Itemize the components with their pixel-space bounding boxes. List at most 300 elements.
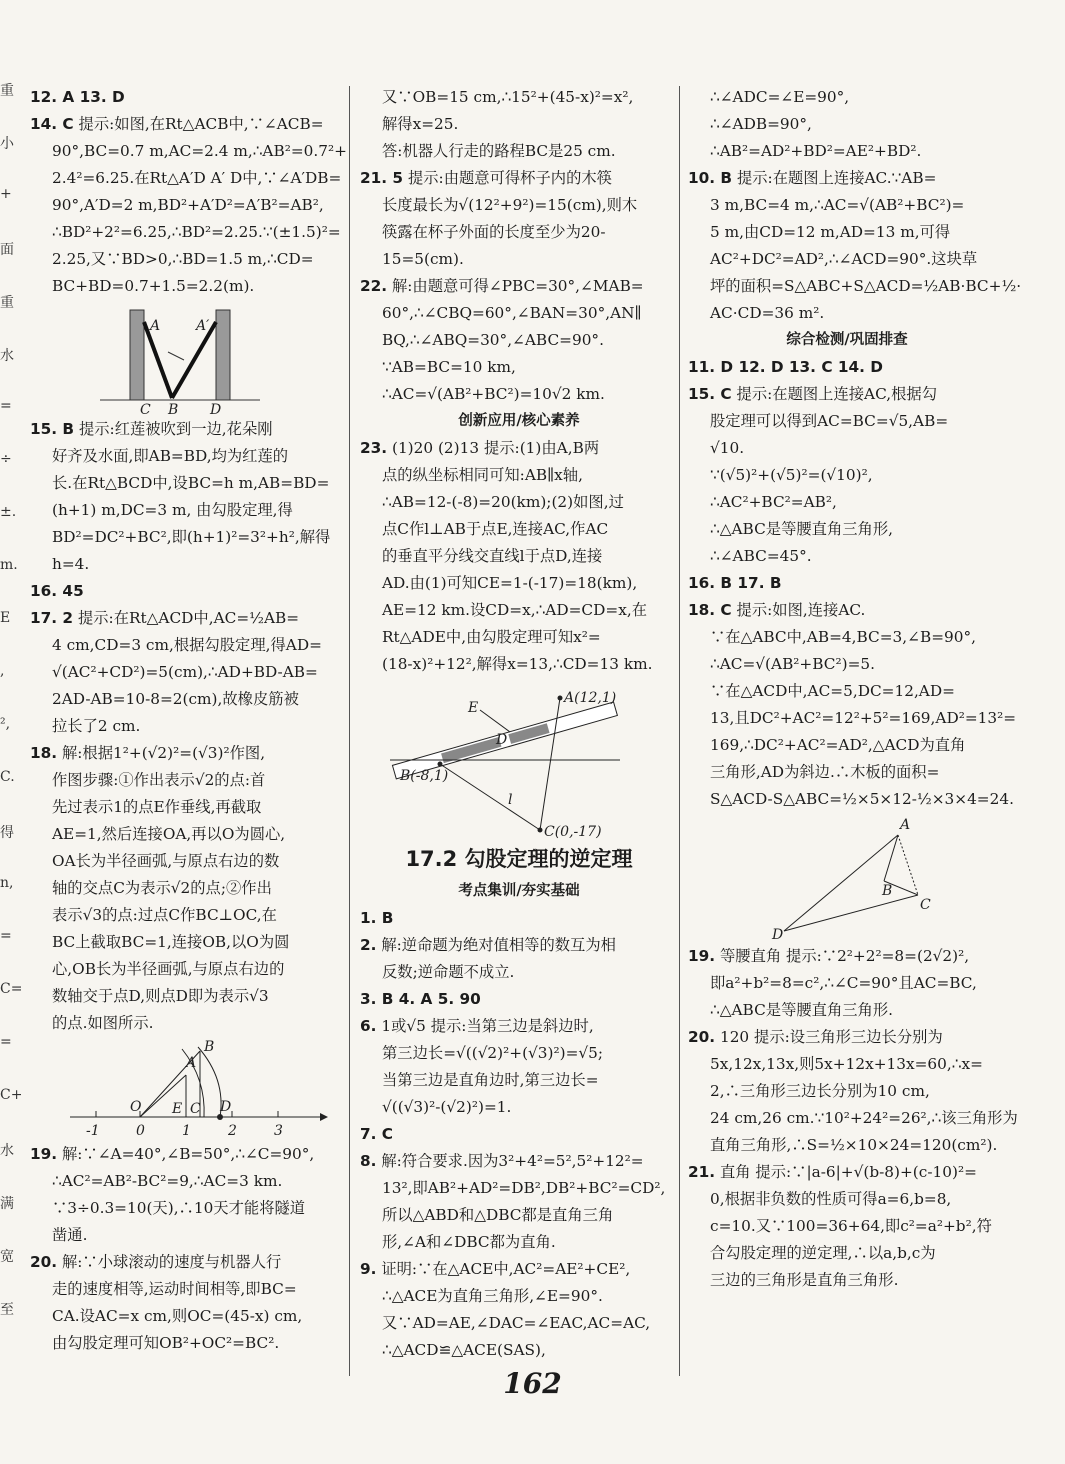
answer-text: 提示:由题意可得杯子内的木筷 bbox=[403, 169, 612, 187]
answer-text: 提示:红莲被吹到一边,花朵刚 bbox=[74, 420, 273, 438]
edge-char: C= bbox=[0, 981, 23, 997]
answer-line bbox=[688, 678, 1006, 705]
answer-text: S△ACD-S△ABC=½×5×12-½×3×4=24. bbox=[710, 790, 1014, 808]
answer-text: 作图步骤:①作出表示√2的点:首 bbox=[52, 771, 266, 789]
answer-line bbox=[30, 192, 342, 219]
answer-column-1 bbox=[30, 84, 347, 1357]
figure-label: 2 bbox=[228, 1123, 237, 1139]
answer-line bbox=[30, 416, 342, 443]
question-number: 16. B 17. B bbox=[688, 574, 782, 592]
answer-text: 2.4²=6.25.在Rt△A′D A′ D中,∵∠A′DB= bbox=[52, 169, 342, 187]
answer-line bbox=[688, 1132, 1006, 1159]
edge-char: E bbox=[0, 610, 11, 626]
figure-label: D bbox=[210, 402, 222, 418]
figure-label: D bbox=[220, 1099, 232, 1115]
column-divider bbox=[679, 86, 680, 1376]
question-number: 19. bbox=[688, 947, 716, 965]
answer-text: ∴AC=√(AB²+BC²)=5. bbox=[710, 655, 875, 673]
answer-line bbox=[30, 1249, 342, 1276]
question-number: 1. B bbox=[360, 909, 394, 927]
answer-line bbox=[30, 1195, 342, 1222]
answer-line bbox=[30, 111, 342, 138]
figure-label: A bbox=[186, 1055, 197, 1071]
answer-line bbox=[360, 327, 678, 354]
question-number: 16. 45 bbox=[30, 582, 84, 600]
answer-text: √(AC²+CD²)=5(cm),∴AD+BD-AB= bbox=[52, 663, 318, 681]
answer-text: ∴AC²=AB²-BC²=9,∴AC=3 km. bbox=[52, 1172, 283, 1190]
question-number: 12. A 13. D bbox=[30, 88, 125, 106]
answer-text: 解:根据1²+(√2)²=(√3)²作图, bbox=[57, 744, 266, 762]
answer-line bbox=[360, 219, 678, 246]
answer-line bbox=[360, 435, 678, 462]
edge-char: ±. bbox=[0, 504, 17, 520]
answer-line bbox=[688, 943, 1006, 970]
answer-line bbox=[360, 624, 678, 651]
answer-line bbox=[688, 138, 1006, 165]
answer-text: 答:机器人行走的路程BC是25 cm. bbox=[382, 142, 616, 160]
answer-text: 13²,即AB²+AD²=DB²,DB²+BC²=CD², bbox=[382, 1179, 666, 1197]
ladder-figure bbox=[30, 302, 250, 418]
figure-label: l bbox=[508, 792, 513, 808]
answer-line bbox=[688, 651, 1006, 678]
answer-line bbox=[360, 986, 678, 1013]
answer-line bbox=[30, 443, 342, 470]
answer-text: √10. bbox=[710, 439, 745, 457]
answer-line bbox=[30, 1303, 342, 1330]
answer-text: OA长为半径画弧,与原点右边的数 bbox=[52, 852, 280, 870]
answer-line bbox=[30, 848, 342, 875]
answer-line bbox=[688, 759, 1006, 786]
answer-text: ∴△ACE为直角三角形,∠E=90°. bbox=[382, 1287, 603, 1305]
edge-char: 至 bbox=[0, 1302, 14, 1318]
answer-text: 好齐及水面,即AB=BD,均为红莲的 bbox=[52, 447, 289, 465]
edge-char: + bbox=[0, 186, 12, 202]
answer-text: (h+1) m,DC=3 m, 由勾股定理,得 bbox=[52, 501, 293, 519]
section-heading: 考点集训/夯实基础 bbox=[458, 883, 580, 899]
answer-text: 24 cm,26 cm.∵10²+24²=26²,∴该三角形为 bbox=[710, 1109, 1018, 1127]
answer-line bbox=[360, 959, 678, 986]
question-number: 3. B 4. A 5. 90 bbox=[360, 990, 481, 1008]
answer-line bbox=[30, 767, 342, 794]
question-number: 19. bbox=[30, 1145, 58, 1163]
figure-label: A bbox=[150, 318, 161, 334]
answer-text: 点C作l⊥AB于点E,连接AC,作AC bbox=[382, 520, 609, 538]
figure-label: 1 bbox=[182, 1123, 191, 1139]
answer-text: AC²+DC²=AD²,∴∠ACD=90°.这块草 bbox=[710, 250, 978, 268]
answer-line bbox=[30, 1010, 342, 1037]
answer-text: 三角形,AD为斜边.∴木板的面积= bbox=[710, 763, 940, 781]
answer-line bbox=[30, 551, 342, 578]
answer-text: AC·CD=36 m². bbox=[710, 304, 825, 322]
figure-label: C(0,-17) bbox=[544, 824, 602, 840]
question-number: 6. bbox=[360, 1017, 377, 1035]
answer-text: 所以△ABD和△DBC都是直角三角 bbox=[382, 1206, 614, 1224]
answer-text: 169,∴DC²+AC²=AD²,△ACD为直角 bbox=[710, 736, 966, 754]
answer-line bbox=[688, 705, 1017, 732]
edge-char: m. bbox=[0, 557, 18, 573]
answer-text: 数轴交于点D,则点D即为表示√3 bbox=[52, 987, 269, 1005]
figure-label: A bbox=[900, 817, 911, 833]
edge-char: 水 bbox=[0, 1143, 14, 1159]
answer-line bbox=[30, 1330, 342, 1357]
edge-char: , bbox=[0, 663, 5, 679]
answer-text: AE=12 km.设CD=x,∴AD=CD=x,在 bbox=[382, 601, 647, 619]
answer-text: 1或√5 提示:当第三边是斜边时, bbox=[376, 1017, 594, 1035]
edge-char: 面 bbox=[0, 242, 14, 258]
answer-line bbox=[360, 932, 678, 959]
answer-line bbox=[688, 970, 1006, 997]
question-number: 8. bbox=[360, 1152, 377, 1170]
figure-label: E bbox=[468, 700, 479, 716]
answer-text: AD.由(1)可知CE=1-(-17)=18(km), bbox=[382, 574, 638, 592]
answer-line bbox=[688, 192, 1006, 219]
answer-text: (18-x)²+12²,解得x=13,∴CD=13 km. bbox=[382, 655, 653, 673]
answer-line bbox=[688, 246, 1006, 273]
answer-line bbox=[688, 84, 1006, 111]
answer-text: 解:逆命题为绝对值相等的数互为相 bbox=[376, 936, 616, 954]
figure-label: A′ bbox=[196, 318, 210, 334]
answer-text: BC+BD=0.7+1.5=2.2(m). bbox=[52, 277, 255, 295]
answer-line bbox=[360, 651, 678, 678]
answer-text: 心,OB长为半径画弧,与原点右边的 bbox=[52, 960, 285, 978]
answer-line bbox=[30, 821, 342, 848]
answer-line bbox=[360, 1202, 678, 1229]
edge-char: 宽 bbox=[0, 1249, 14, 1265]
answer-line bbox=[360, 1040, 678, 1067]
figure-label: C bbox=[920, 897, 931, 913]
figure-label: A(12,1) bbox=[564, 690, 617, 706]
answer-line bbox=[360, 273, 678, 300]
answer-line bbox=[688, 1159, 1006, 1186]
answer-text: 当第三边是直角边时,第三边长= bbox=[382, 1071, 599, 1089]
answer-text: 的点.如图所示. bbox=[52, 1014, 154, 1032]
answer-text: 表示√3的点:过点C作BC⊥OC,在 bbox=[52, 906, 277, 924]
answer-line bbox=[688, 273, 1022, 300]
answer-text: 长.在Rt△BCD中,设BC=h m,AB=BD= bbox=[52, 474, 330, 492]
answer-line bbox=[688, 1267, 1006, 1294]
edge-char: ÷ bbox=[0, 451, 12, 467]
answer-text: 提示:在题图上连接AC.∵AB= bbox=[732, 169, 937, 187]
answer-text: 拉长了2 cm. bbox=[52, 717, 141, 735]
answer-line bbox=[688, 219, 1006, 246]
edge-char: 重 bbox=[0, 83, 14, 99]
answer-line bbox=[688, 165, 1006, 192]
answer-line bbox=[688, 1186, 1006, 1213]
answer-text: ∴AB=12-(-8)=20(km);(2)如图,过 bbox=[382, 493, 624, 511]
answer-line bbox=[360, 381, 678, 408]
answer-line bbox=[688, 489, 1006, 516]
answer-line bbox=[688, 381, 1006, 408]
board-triangle-figure bbox=[688, 815, 988, 941]
answer-text: 0,根据非负数的性质可得a=6,b=8, bbox=[710, 1190, 952, 1208]
answer-text: 先过表示1的点E作垂线,再截取 bbox=[52, 798, 262, 816]
number-line-figure bbox=[30, 1039, 330, 1139]
question-number: 17. 2 bbox=[30, 609, 74, 627]
answer-line bbox=[688, 1078, 1006, 1105]
answer-text: ∵AB=BC=10 km, bbox=[382, 358, 516, 376]
answer-line bbox=[688, 1024, 1006, 1051]
answer-text: 15=5(cm). bbox=[382, 250, 464, 268]
answer-line bbox=[688, 786, 1014, 813]
edge-char: = bbox=[0, 928, 12, 944]
answer-text: 4 cm,CD=3 cm,根据勾股定理,得AD= bbox=[52, 636, 322, 654]
answer-text: 长度最长为√(12²+9²)=15(cm),则木 bbox=[382, 196, 638, 214]
answer-text: 直角三角形,∴S=½×10×24=120(cm²). bbox=[710, 1136, 998, 1154]
figure-label: B bbox=[168, 402, 179, 418]
question-number: 21. bbox=[688, 1163, 716, 1181]
answer-line bbox=[30, 246, 342, 273]
answer-text: 又∵AD=AE,∠DAC=∠EAC,AC=AC, bbox=[382, 1314, 651, 1332]
answer-text: ∴AC=√(AB²+BC²)=10√2 km. bbox=[382, 385, 605, 403]
answer-text: ∴BD²+2²=6.25,∴BD²=2.25.∵(±1.5)²= bbox=[52, 223, 341, 241]
answer-line bbox=[30, 659, 342, 686]
answer-line bbox=[360, 1013, 678, 1040]
answer-line bbox=[360, 246, 678, 273]
answer-line bbox=[360, 1148, 678, 1175]
question-number: 23. bbox=[360, 439, 388, 457]
edge-char: C. bbox=[0, 769, 15, 785]
answer-line bbox=[360, 1121, 678, 1148]
answer-text: ∴△ACD≌△ACE(SAS), bbox=[382, 1341, 546, 1359]
answer-line bbox=[360, 570, 678, 597]
figure-label: C bbox=[190, 1101, 201, 1117]
answer-text: 反数;逆命题不成立. bbox=[382, 963, 515, 981]
question-number: 18. C bbox=[688, 601, 732, 619]
edge-char: n, bbox=[0, 875, 14, 891]
question-number: 18. bbox=[30, 744, 58, 762]
answer-text: 13,且DC²+AC²=12²+5²=169,AD²=13²= bbox=[710, 709, 1017, 727]
answer-text: 凿通. bbox=[52, 1226, 88, 1244]
answer-line bbox=[30, 740, 342, 767]
section-heading: 综合检测/巩固排查 bbox=[786, 332, 908, 348]
answer-text: 由勾股定理可知OB²+OC²=BC². bbox=[52, 1334, 280, 1352]
answer-line bbox=[360, 1337, 678, 1364]
answer-text: 第三边长=√((√2)²+(√3)²)=√5; bbox=[382, 1044, 604, 1062]
question-number: 14. C bbox=[30, 115, 74, 133]
answer-text: 90°,A′D=2 m,BD²+A′D²=A′B²=AB², bbox=[52, 196, 324, 214]
answer-text: 直角 提示:∵|a-6|+√(b-8)+(c-10)²= bbox=[715, 1163, 977, 1181]
question-number: 20. bbox=[30, 1253, 58, 1271]
answer-line bbox=[30, 578, 342, 605]
answer-text: c=10.又∵100=36+64,即c²=a²+b²,符 bbox=[710, 1217, 992, 1235]
answer-text: 60°,∴∠CBQ=60°,∠BAN=30°,AN∥ bbox=[382, 304, 642, 322]
answer-column-2 bbox=[360, 84, 678, 1364]
answer-text: 提示:在题图上连接AC,根据勾 bbox=[731, 385, 938, 403]
answer-line bbox=[360, 1067, 678, 1094]
answer-text: ∵3÷0.3=10(天),∴10天才能将隧道 bbox=[52, 1199, 306, 1217]
figure-label: D bbox=[772, 927, 784, 943]
answer-text: 90°,BC=0.7 m,AC=2.4 m,∴AB²=0.7²+ bbox=[52, 142, 347, 160]
answer-line bbox=[688, 462, 1006, 489]
answer-line bbox=[688, 111, 1006, 138]
edge-char: ², bbox=[0, 716, 11, 732]
answer-line bbox=[30, 686, 342, 713]
answer-line bbox=[360, 905, 678, 932]
figure-label: E bbox=[172, 1101, 183, 1117]
answer-line bbox=[30, 956, 342, 983]
answer-line bbox=[360, 1310, 678, 1337]
answer-line bbox=[360, 1094, 678, 1121]
answer-text: 解:由题意可得∠PBC=30°,∠MAB= bbox=[387, 277, 644, 295]
answer-line bbox=[30, 929, 342, 956]
question-number: 21. 5 bbox=[360, 169, 404, 187]
answer-line bbox=[30, 983, 342, 1010]
answer-line bbox=[30, 1168, 342, 1195]
answer-line bbox=[30, 273, 342, 300]
answer-line bbox=[30, 219, 342, 246]
answer-line bbox=[30, 605, 342, 632]
edge-char: 重 bbox=[0, 295, 14, 311]
answer-text: BD²=DC²+BC²,即(h+1)²=3²+h²,解得 bbox=[52, 528, 331, 546]
answer-text: ∵在△ABC中,AB=4,BC=3,∠B=90°, bbox=[710, 628, 976, 646]
answer-line bbox=[360, 1256, 678, 1283]
answer-text: 走的速度相等,运动时间相等,即BC= bbox=[52, 1280, 297, 1298]
answer-line bbox=[30, 138, 347, 165]
answer-line bbox=[360, 138, 678, 165]
answer-text: 合勾股定理的逆定理,∴以a,b,c为 bbox=[710, 1244, 936, 1262]
figure-label: B bbox=[204, 1039, 215, 1055]
answer-text: ∴∠ADB=90°, bbox=[710, 115, 812, 133]
answer-line bbox=[688, 624, 1006, 651]
answer-text: ∵在△ACD中,AC=5,DC=12,AD= bbox=[710, 682, 955, 700]
answer-line bbox=[688, 516, 1006, 543]
answer-text: Rt△ADE中,由勾股定理可知x²= bbox=[382, 628, 601, 646]
question-number: 9. bbox=[360, 1260, 377, 1278]
answer-line bbox=[30, 524, 342, 551]
answer-text: 2AD-AB=10-8=2(cm),故橡皮筋被 bbox=[52, 690, 299, 708]
answer-text: 2.25,又∵BD>0,∴BD=1.5 m,∴CD= bbox=[52, 250, 314, 268]
answer-line bbox=[30, 470, 342, 497]
answer-text: 提示:如图,在Rt△ACB中,∵∠ACB= bbox=[73, 115, 324, 133]
edge-char: 小 bbox=[0, 136, 14, 152]
answer-text: (1)20 (2)13 提示:(1)由A,B两 bbox=[387, 439, 600, 457]
answer-line bbox=[30, 1222, 342, 1249]
answer-line bbox=[360, 516, 678, 543]
answer-text: 筷露在杯子外面的长度至少为20- bbox=[382, 223, 606, 241]
figure-label: -1 bbox=[86, 1123, 100, 1139]
question-number: 22. bbox=[360, 277, 388, 295]
answer-line bbox=[360, 111, 678, 138]
answer-text: 又∵OB=15 cm,∴15²+(45-x)²=x², bbox=[382, 88, 634, 106]
answer-text: 3 m,BC=4 m,∴AC=√(AB²+BC²)= bbox=[710, 196, 965, 214]
section-title: 17.2 勾股定理的逆定理 bbox=[405, 847, 633, 871]
answer-line bbox=[688, 732, 1006, 759]
answer-text: √((√3)²-(√2)²)=1. bbox=[382, 1098, 512, 1116]
answer-text: 即a²+b²=8=c²,∴∠C=90°且AC=BC, bbox=[710, 974, 977, 992]
answer-text: ∴AB²=AD²+BD²=AE²+BD². bbox=[710, 142, 922, 160]
edge-char: 水 bbox=[0, 348, 14, 364]
answer-text: 5 m,由CD=12 m,AD=13 m,可得 bbox=[710, 223, 951, 241]
answer-text: 等腰直角 提示:∵2²+2²=8=(2√2)², bbox=[715, 947, 970, 965]
answer-line bbox=[30, 1276, 342, 1303]
answer-text: CA.设AC=x cm,则OC=(45-x) cm, bbox=[52, 1307, 303, 1325]
answer-line bbox=[360, 300, 678, 327]
figure-label: 3 bbox=[274, 1123, 283, 1139]
answer-line bbox=[688, 1240, 1006, 1267]
answer-text: ∴∠ADC=∠E=90°, bbox=[710, 88, 850, 106]
answer-text: 坪的面积=S△ABC+S△ACD=½AB·BC+½· bbox=[710, 277, 1022, 295]
question-number: 15. B bbox=[30, 420, 75, 438]
answer-text: h=4. bbox=[52, 555, 90, 573]
answer-line bbox=[688, 1105, 1018, 1132]
question-number: 7. C bbox=[360, 1125, 394, 1143]
answer-text: 解:∵小球滚动的速度与机器人行 bbox=[57, 1253, 282, 1271]
edge-char: 满 bbox=[0, 1196, 14, 1212]
answer-text: 股定理可以得到AC=BC=√5,AB= bbox=[710, 412, 949, 430]
answer-text: 2,∴三角形三边长分别为10 cm, bbox=[710, 1082, 930, 1100]
question-number: 10. B bbox=[688, 169, 733, 187]
answer-line bbox=[688, 300, 1006, 327]
answer-line bbox=[30, 84, 342, 111]
answer-line bbox=[30, 713, 342, 740]
answer-line bbox=[688, 570, 1006, 597]
figure-label: C bbox=[140, 402, 151, 418]
answer-line bbox=[688, 1051, 1006, 1078]
question-number: 11. D 12. D 13. C 14. D bbox=[688, 358, 883, 376]
answer-text: ∴△ABC是等腰直角三角形, bbox=[710, 520, 894, 538]
answer-text: ∴△ABC是等腰直角三角形. bbox=[710, 1001, 894, 1019]
answer-line bbox=[688, 408, 1006, 435]
answer-line bbox=[30, 902, 342, 929]
answer-line bbox=[360, 354, 678, 381]
answer-line bbox=[360, 1229, 678, 1256]
question-number: 2. bbox=[360, 936, 377, 954]
edge-char: 得 bbox=[0, 825, 14, 841]
answer-text: ∴∠ABC=45°. bbox=[710, 547, 812, 565]
answer-text: BQ,∴∠ABQ=30°,∠ABC=90°. bbox=[382, 331, 604, 349]
answer-line bbox=[688, 997, 1006, 1024]
answer-line bbox=[688, 543, 1006, 570]
section-heading: 创新应用/核心素养 bbox=[458, 413, 580, 429]
answer-line bbox=[360, 597, 678, 624]
answer-text: 提示:如图,连接AC. bbox=[731, 601, 866, 619]
answer-line bbox=[688, 597, 1006, 624]
figure-label: D bbox=[496, 732, 508, 748]
answer-text: 解得x=25. bbox=[382, 115, 459, 133]
figure-label: O bbox=[130, 1099, 142, 1115]
answer-line bbox=[360, 84, 678, 111]
answer-line bbox=[360, 462, 678, 489]
coordinate-figure bbox=[360, 680, 660, 840]
answer-text: 证明:∵在△ACE中,AC²=AE²+CE², bbox=[376, 1260, 631, 1278]
column-divider bbox=[349, 86, 350, 1376]
answer-line bbox=[688, 354, 1006, 381]
answer-line bbox=[30, 165, 342, 192]
figure-label: 0 bbox=[136, 1123, 145, 1139]
answer-line bbox=[30, 875, 342, 902]
answer-line bbox=[360, 165, 678, 192]
answer-text: 三边的三角形是直角三角形. bbox=[710, 1271, 899, 1289]
answer-text: ∴AC²+BC²=AB², bbox=[710, 493, 837, 511]
answer-text: 形,∠A和∠DBC都为直角. bbox=[382, 1233, 556, 1251]
answer-text: AE=1,然后连接OA,再以O为圆心, bbox=[52, 825, 286, 843]
figure-label: B bbox=[882, 883, 893, 899]
answer-text: BC上截取BC=1,连接OB,以O为圆 bbox=[52, 933, 290, 951]
question-number: 15. C bbox=[688, 385, 732, 403]
answer-line bbox=[688, 435, 1006, 462]
answer-text: 120 提示:设三角形三边长分别为 bbox=[715, 1028, 943, 1046]
left-edge-margin bbox=[0, 80, 23, 1370]
answer-line bbox=[360, 1175, 678, 1202]
answer-text: ∵(√5)²+(√5)²=(√10)², bbox=[710, 466, 873, 484]
answer-text: 点的纵坐标相同可知:AB∥x轴, bbox=[382, 466, 583, 484]
answer-line bbox=[360, 1283, 678, 1310]
question-number: 20. bbox=[688, 1028, 716, 1046]
answer-text: 解:符合要求.因为3²+4²=5²,5²+12²= bbox=[376, 1152, 644, 1170]
answer-line bbox=[30, 1141, 342, 1168]
answer-text: 的垂直平分线交直线l于点D,连接 bbox=[382, 547, 603, 565]
answer-line bbox=[688, 1213, 1006, 1240]
